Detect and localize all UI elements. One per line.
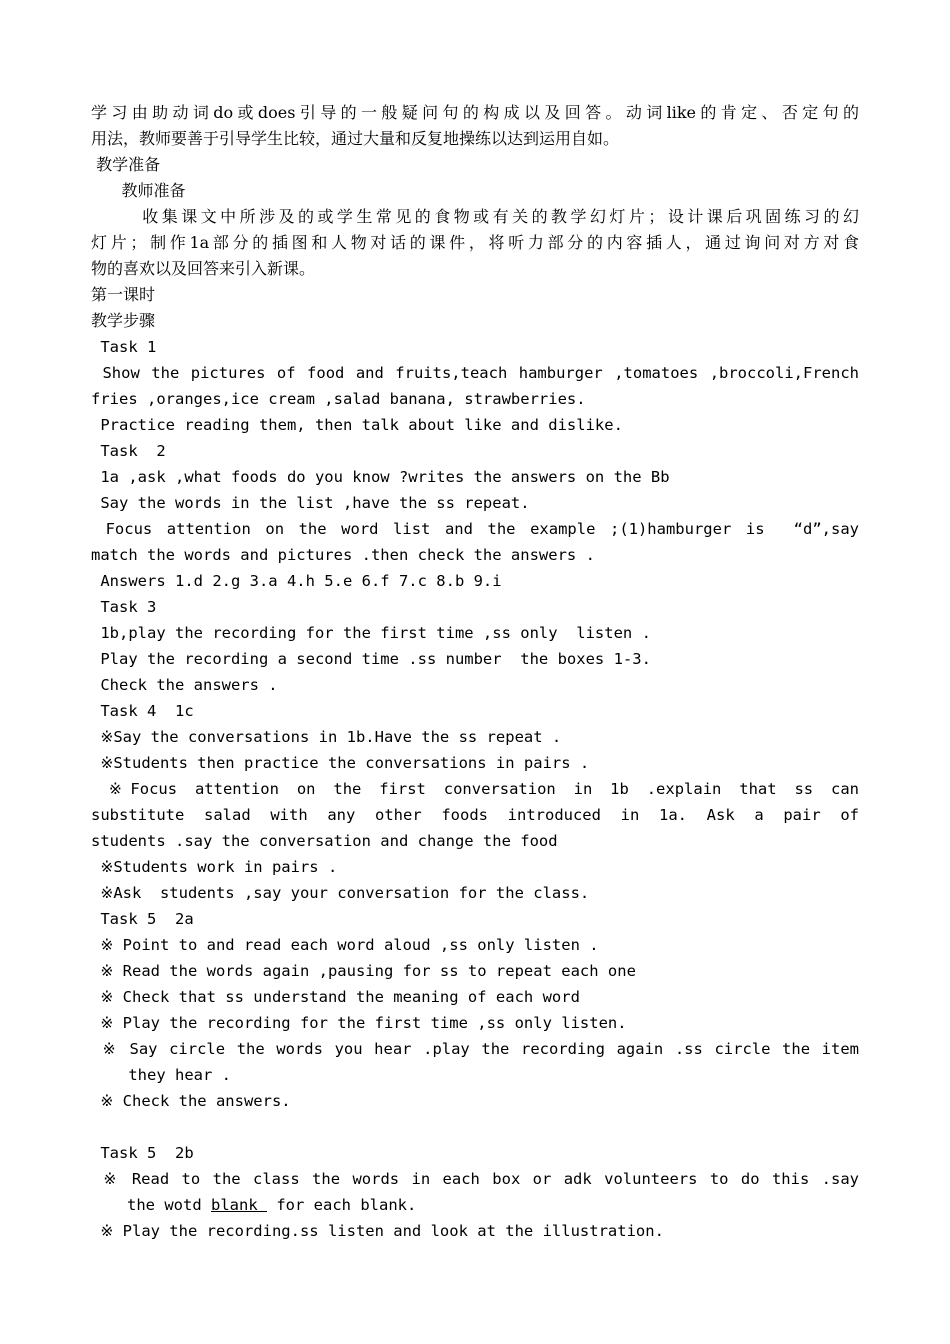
section-heading: 教学步骤 (91, 311, 156, 330)
text-line: 物的喜欢以及回答来引入新课。 (91, 259, 316, 278)
text-line: ※Ask students ,say your conversation for the class. (91, 884, 590, 902)
section-heading: 第一课时 (91, 285, 156, 304)
text-line: 1a ,ask ,what foods do you know ?writes the answers on the Bb (91, 468, 670, 486)
text-line: Answers 1.d 2.g 3.a 4.h 5.e 6.f 7.c 8.b 9.i (91, 572, 502, 590)
text-line: ※ Check the answers. (91, 1092, 291, 1110)
text-line: ※ Check that ss understand the meaning of each word (91, 988, 580, 1006)
text-line: ※ Play the recording for the first time ,ss only listen. (91, 1014, 627, 1032)
text-line: Focus attention on the word list and the example ;(1)hamburger is “d”,say (91, 520, 859, 538)
text-segment: for each blank. (267, 1196, 417, 1214)
text-line: they hear . (91, 1066, 231, 1084)
text-line: ※Students then practice the conversations in pairs . (91, 754, 590, 772)
text-line (127, 1192, 859, 1218)
text-line: match the words and pictures .then check the answers . (91, 546, 595, 564)
text-line: ※Focus attention on the first conversation in 1b .explain that ss can (91, 780, 859, 798)
task-heading: Task 3 (91, 598, 157, 616)
task-heading: Task 2 (91, 442, 166, 460)
task-heading: Task 5 2a (91, 910, 194, 928)
text-line: ※ Point to and read each word aloud ,ss only listen . (91, 936, 599, 954)
text-line: 学习由助动词do或does引导的一般疑问句的构成以及回答。动词like的肯定、否定句的 (91, 103, 859, 122)
text-line: Practice reading them, then talk about like and dislike. (91, 416, 623, 434)
text-line: 用法，教师要善于引导学生比较，通过大量和反复地操练以达到运用自如。 (91, 129, 620, 148)
text-line: Show the pictures of food and fruits,teach hamburger ,tomatoes ,broccoli,French (91, 364, 859, 382)
text-line: ※ Read to the class the words in each box or adk volunteers to do this .say (91, 1170, 859, 1188)
text-line: ※ Say circle the words you hear .play the recording again .ss circle the item (91, 1040, 859, 1058)
text-line: Say the words in the list ,have the ss repeat. (91, 494, 530, 512)
text-line: ※ Read the words again ,pausing for ss to repeat each one (91, 962, 636, 980)
text-line: fries ,oranges,ice cream ,salad banana, strawberries. (91, 390, 586, 408)
text-line: 收集课文中所涉及的或学生常见的食物或有关的教学幻灯片；设计课后巩固练习的幻 (91, 207, 859, 226)
section-subheading: 教师准备 (91, 181, 186, 200)
text-line: 1b,play the recording for the first time ,ss only listen . (91, 624, 651, 642)
task-heading: Task 5 2b (91, 1144, 194, 1162)
task-heading: Task 1 (91, 338, 157, 356)
text-line: ※Say the conversations in 1b.Have the ss repeat . (91, 728, 562, 746)
text-line: substitute salad with any other foods introduced in 1a. Ask a pair of (91, 806, 859, 824)
text-segment: the wotd (127, 1196, 211, 1214)
task-heading: Task 4 1c (91, 702, 194, 720)
section-heading: 教学准备 (91, 155, 161, 174)
text-line: students .say the conversation and change the food (91, 832, 558, 850)
text-line: Play the recording a second time .ss number the boxes 1-3. (91, 650, 651, 668)
text-line: 灯片；制作1a部分的插图和人物对话的课件，将听力部分的内容插人，通过询问对方对食 (91, 233, 859, 252)
underlined-word: blank (211, 1196, 267, 1214)
text-line: Check the answers . (91, 676, 278, 694)
text-line: ※ Play the recording.ss listen and look at the illustration. (91, 1222, 664, 1240)
text-line: ※Students work in pairs . (91, 858, 338, 876)
